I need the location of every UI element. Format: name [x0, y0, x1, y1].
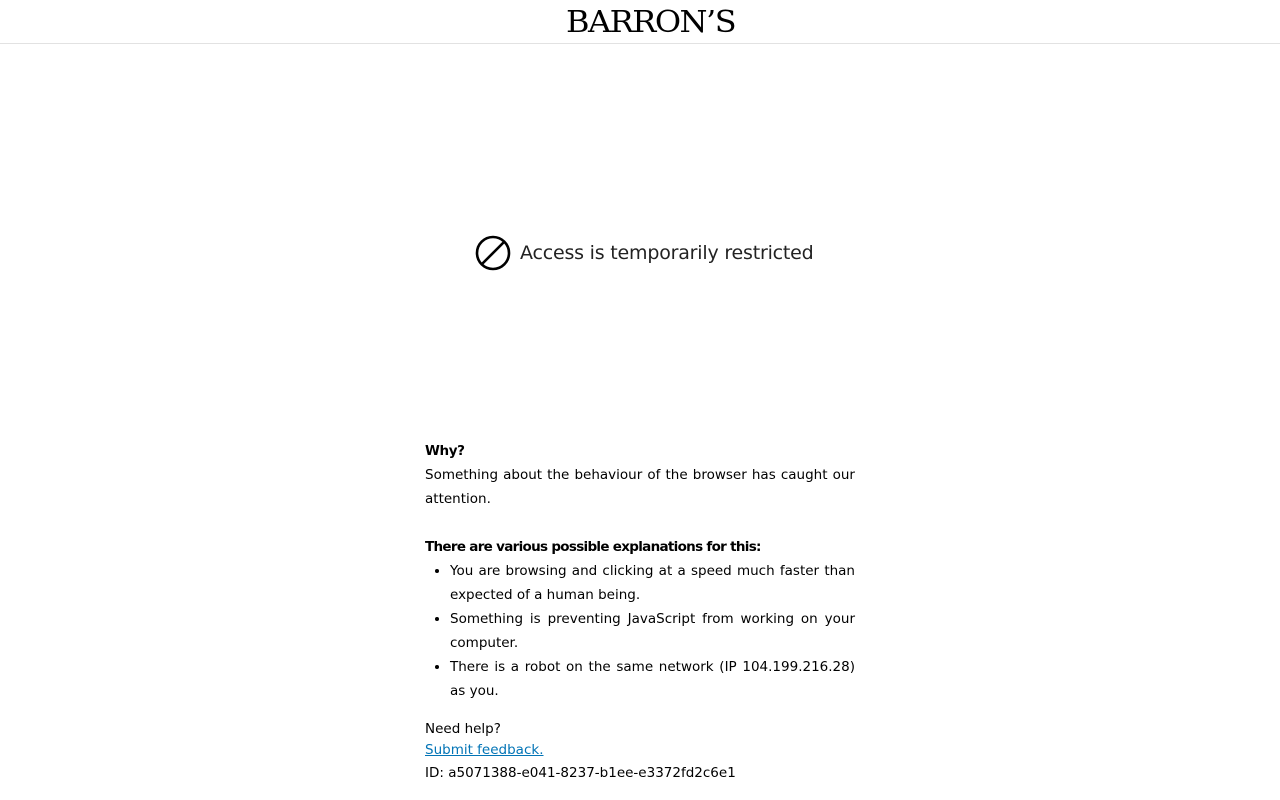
- request-id: ID: a5071388-e041-8237-b1ee-e3372fd2c6e1: [425, 765, 736, 781]
- why-heading: Why?: [425, 443, 465, 459]
- submit-feedback-link[interactable]: Submit feedback.: [425, 742, 544, 758]
- list-item: • There is a robot on the same network (IP 104.199.216.28) as you.: [450, 655, 855, 703]
- list-item: • You are browsing and clicking at a speed much faster than expected of a human being.: [450, 559, 855, 607]
- prohibited-icon: [475, 235, 511, 271]
- page-title: Access is temporarily restricted: [520, 242, 814, 264]
- explanations-heading: There are various possible explanations for this:: [425, 539, 761, 555]
- access-restricted-notice: [475, 235, 814, 271]
- help-section: [425, 719, 855, 761]
- spacer: [425, 511, 855, 535]
- why-text: Something about the behaviour of the browser has caught our attention.: [425, 467, 855, 507]
- explanations-list: [425, 559, 855, 703]
- list-item: • Something is preventing JavaScript from working on your computer.: [450, 607, 855, 655]
- barrons-logo[interactable]: BARRON’S: [566, 4, 736, 40]
- restriction-details: [425, 439, 855, 785]
- need-help-label: Need help?: [425, 721, 501, 737]
- site-header: [0, 0, 1280, 44]
